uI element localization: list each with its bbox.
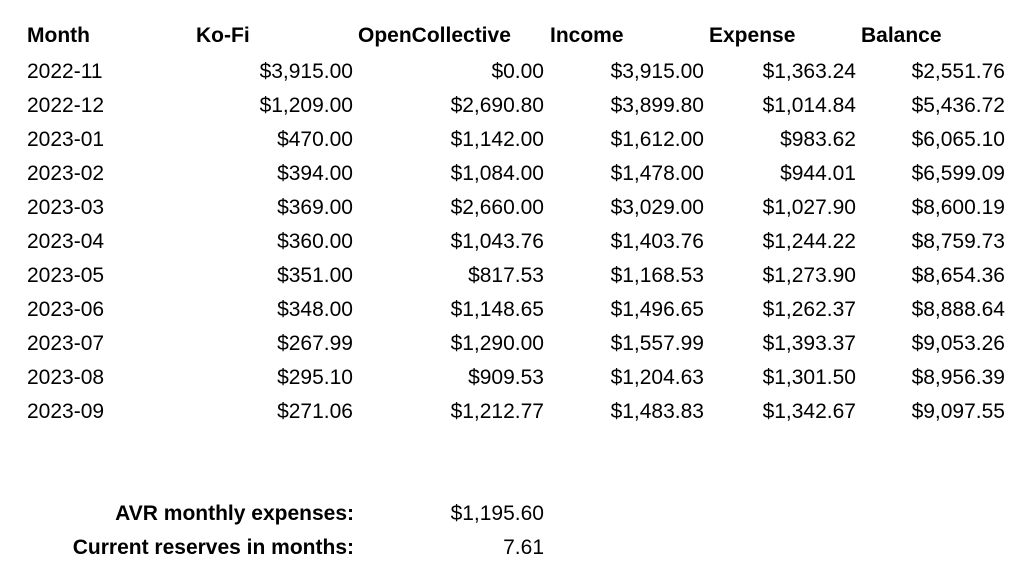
cell-month: 2023-02 (27, 162, 105, 185)
cell-opencollective: $1,290.00 (450, 332, 544, 355)
cell-month: 2023-08 (27, 366, 105, 389)
cell-opencollective: $1,148.65 (450, 298, 544, 321)
header-income: Income (550, 24, 624, 47)
cell-balance: $8,654.36 (911, 264, 1005, 287)
cell-month: 2023-07 (27, 332, 105, 355)
cell-month: 2023-04 (27, 230, 105, 253)
table-row (0, 395, 1024, 429)
cell-kofi: $351.00 (277, 264, 353, 287)
cell-expense: $1,393.37 (762, 332, 856, 355)
cell-kofi: $360.00 (277, 230, 353, 253)
header-kofi: Ko-Fi (196, 24, 250, 47)
cell-income: $1,204.63 (610, 366, 704, 389)
cell-kofi: $3,915.00 (259, 60, 353, 83)
cell-kofi: $295.10 (277, 366, 353, 389)
header-month: Month (27, 24, 90, 47)
cell-month: 2022-12 (27, 94, 105, 117)
cell-kofi: $271.06 (277, 400, 353, 423)
header-balance: Balance (861, 24, 942, 47)
cell-balance: $6,065.10 (911, 128, 1005, 151)
cell-expense: $1,014.84 (762, 94, 856, 117)
cell-income: $1,557.99 (610, 332, 704, 355)
cell-expense: $944.01 (780, 162, 856, 185)
cell-income: $1,483.83 (610, 400, 704, 423)
cell-month: 2023-03 (27, 196, 105, 219)
cell-opencollective: $1,212.77 (450, 400, 544, 423)
cell-balance: $9,097.55 (911, 400, 1005, 423)
cell-month: 2023-09 (27, 400, 105, 423)
cell-balance: $8,759.73 (911, 230, 1005, 253)
summary-row-avg-expenses (0, 497, 1024, 531)
cell-income: $1,496.65 (610, 298, 704, 321)
header-opencollective: OpenCollective (358, 24, 511, 47)
reserves-value: 7.61 (503, 536, 544, 559)
cell-month: 2023-06 (27, 298, 105, 321)
cell-kofi: $369.00 (277, 196, 353, 219)
cell-opencollective: $0.00 (491, 60, 544, 83)
cell-opencollective: $909.53 (468, 366, 544, 389)
cell-opencollective: $2,690.80 (450, 94, 544, 117)
table-row (0, 191, 1024, 225)
cell-expense: $1,363.24 (762, 60, 856, 83)
cell-kofi: $470.00 (277, 128, 353, 151)
cell-opencollective: $817.53 (468, 264, 544, 287)
avg-expenses-label: AVR monthly expenses: (115, 502, 354, 525)
cell-expense: $1,342.67 (762, 400, 856, 423)
cell-income: $1,403.76 (610, 230, 704, 253)
cell-month: 2023-05 (27, 264, 105, 287)
cell-kofi: $394.00 (277, 162, 353, 185)
cell-expense: $983.62 (780, 128, 856, 151)
cell-opencollective: $1,043.76 (450, 230, 544, 253)
table-row (0, 293, 1024, 327)
table-header-row (0, 19, 1024, 53)
cell-expense: $1,301.50 (762, 366, 856, 389)
table-row (0, 259, 1024, 293)
table-row (0, 123, 1024, 157)
cell-expense: $1,027.90 (762, 196, 856, 219)
table-row (0, 55, 1024, 89)
cell-month: 2023-01 (27, 128, 105, 151)
header-expense: Expense (709, 24, 796, 47)
cell-kofi: $348.00 (277, 298, 353, 321)
cell-kofi: $267.99 (277, 332, 353, 355)
cell-balance: $2,551.76 (911, 60, 1005, 83)
cell-income: $1,168.53 (610, 264, 704, 287)
cell-opencollective: $1,084.00 (450, 162, 544, 185)
reserves-label: Current reserves in months: (72, 536, 354, 559)
cell-income: $1,612.00 (610, 128, 704, 151)
cell-balance: $8,888.64 (911, 298, 1005, 321)
cell-month: 2022-11 (27, 60, 103, 83)
cell-income: $3,899.80 (610, 94, 704, 117)
cell-expense: $1,244.22 (762, 230, 856, 253)
table-row (0, 361, 1024, 395)
cell-income: $1,478.00 (610, 162, 704, 185)
table-row (0, 327, 1024, 361)
cell-income: $3,029.00 (610, 196, 704, 219)
cell-opencollective: $1,142.00 (450, 128, 544, 151)
cell-kofi: $1,209.00 (259, 94, 353, 117)
cell-opencollective: $2,660.00 (450, 196, 544, 219)
cell-balance: $8,600.19 (911, 196, 1005, 219)
summary-row-reserves (0, 531, 1024, 565)
table-row (0, 157, 1024, 191)
cell-balance: $6,599.09 (911, 162, 1005, 185)
table-row (0, 225, 1024, 259)
cell-income: $3,915.00 (610, 60, 704, 83)
cell-balance: $8,956.39 (911, 366, 1005, 389)
cell-balance: $5,436.72 (911, 94, 1005, 117)
table-row (0, 89, 1024, 123)
cell-expense: $1,273.90 (762, 264, 856, 287)
cell-expense: $1,262.37 (762, 298, 856, 321)
cell-balance: $9,053.26 (911, 332, 1005, 355)
avg-expenses-value: $1,195.60 (450, 502, 544, 525)
